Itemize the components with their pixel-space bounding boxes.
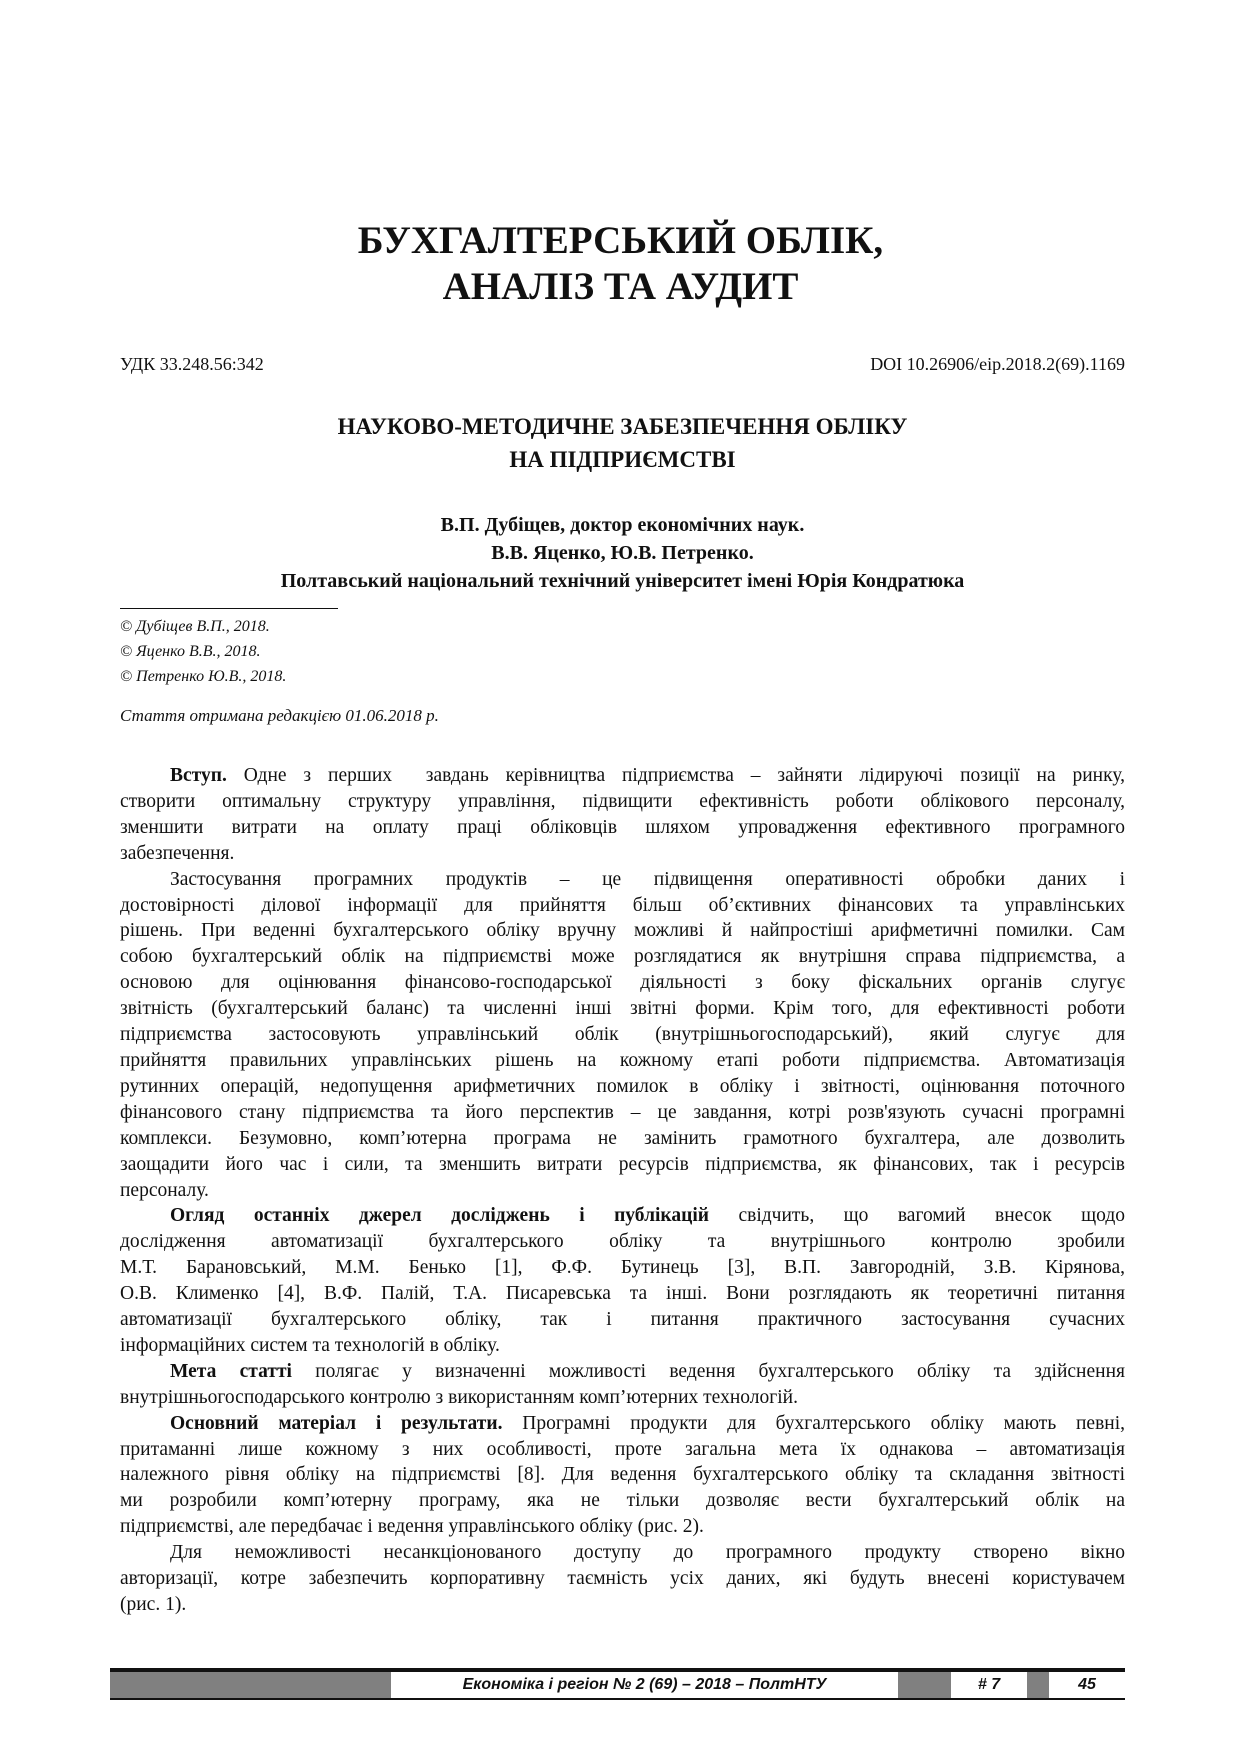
paragraph-line [120,1100,1125,1126]
article-body [120,763,1125,1618]
paragraph [120,763,1125,867]
line-text: забезпечення. [120,842,235,864]
paragraph [120,1411,1125,1541]
paragraph-line [120,1074,1125,1100]
paragraph-line [120,1514,1125,1540]
paragraph-line [120,1203,1125,1229]
footer-bar-segment [898,1672,951,1698]
paragraph-line [120,789,1125,815]
paragraph-lead: Основний матеріал і результати. [170,1412,503,1434]
paragraph-line [120,1411,1125,1437]
paragraph [120,1540,1125,1618]
authors-block [120,511,1125,595]
section-title-line: АНАЛІЗ ТА АУДИТ [442,265,799,308]
udk-code: УДК 33.248.56:342 [120,354,264,374]
line-text: належного рівня обліку на підприємстві [8]. Для ведення бухгалтерського обліку та складання звітності [120,1464,1125,1486]
copyright-notes [120,614,286,689]
paragraph-line [120,1048,1125,1074]
paragraph-line [120,970,1125,996]
line-text: заощадити його час і сили, та зменшить витрати ресурсів підприємства, як фінансових, так і ресурсів [120,1153,1125,1175]
paragraph-line [120,1178,1125,1204]
paragraph-lead: Огляд останніх джерел досліджень і публікацій [170,1205,710,1227]
paragraph-lead: Вступ. [170,765,227,786]
article-title-line: НА ПІДПРИЄМСТВІ [509,447,736,472]
line-text: свідчить, що вагомий внесок щодо [709,1205,1126,1227]
footer-bar-segment [1027,1672,1049,1698]
line-text: звітність (бухгалтерський баланс) та численні інші звітні форми. Крім того, для ефективності роботи [120,998,1125,1020]
line-text: авторизації, котре забезпечить корпоративну таємність усіх даних, які будуть внесені користувачем [120,1568,1125,1590]
author-line: В.П. Дубіщев, доктор економічних наук. [440,514,805,536]
paragraph-line [120,1255,1125,1281]
page-footer [110,1668,1125,1700]
line-text: підприємства застосовують управлінський облік (внутрішньогосподарський), який слугує для [120,1024,1125,1046]
paragraph-line [120,918,1125,944]
paragraph-line [120,1359,1125,1385]
paragraph [120,1203,1125,1358]
line-text: М.Т. Барановський, М.М. Бенько [1], Ф.Ф. Бутинець [3], В.П. Завгородній, З.В. Кірянова, [120,1257,1125,1279]
footer-bar-segment [110,1672,391,1698]
paragraph-line [120,1488,1125,1514]
line-text: внутрішньогосподарського контролю з використанням комп’ютерних технологій. [120,1386,798,1408]
section-title [0,218,1241,310]
line-text: Програмні продукти для бухгалтерського обліку мають певні, [502,1412,1126,1434]
paragraph-line [120,1437,1125,1463]
section-title-line: БУХГАЛТЕРСЬКИЙ ОБЛІК, [357,219,884,262]
paragraph-line [120,1126,1125,1152]
paragraph-line [120,815,1125,841]
line-text: полягає у визначенні можливості ведення бухгалтерського обліку та здійснення [291,1360,1125,1382]
paragraph-line [120,1022,1125,1048]
paragraph-line [120,893,1125,919]
line-text: прийняття правильних управлінських рішень на кожному етапі роботи підприємства. Автоматизація [120,1049,1125,1071]
paragraph-line [120,1152,1125,1178]
issue-number: # 7 [951,1672,1027,1698]
line-text: (рис. 1). [120,1594,187,1615]
line-text: притаманні лише кожному з них особливості, проте загальна мета їх однакова – автоматизація [120,1438,1125,1460]
line-text: рішень. При веденні бухгалтерського обліку вручну можливі й найпростіші арифметичні помилки. Сам [120,920,1125,942]
line-text: рутинних операцій, недопущення арифметичних помилок в обліку і звітності, оцінювання поточного [120,1075,1125,1097]
paragraph-line [120,1281,1125,1307]
line-text: зменшити витрати на оплату праці обліковців шляхом упровадження ефективного програмного [120,816,1125,838]
footnote-divider [120,608,338,609]
paragraph-line [120,996,1125,1022]
line-text: персоналу. [120,1179,209,1201]
line-text: автоматизації бухгалтерського обліку, так і питання практичного застосування сучасних [120,1309,1125,1331]
paragraph-line [120,1385,1125,1411]
paragraph-line [120,763,1125,789]
line-text: створити оптимальну структуру управління, підвищити ефективність роботи облікового персоналу, [120,790,1125,812]
line-text: підприємстві, але передбачає і ведення управлінського обліку (рис. 2). [120,1516,704,1538]
received-date: Стаття отримана редакцією 01.06.2018 р. [120,706,439,725]
line-text: достовірності ділової інформації для прийняття більш об’єктивних фінансових та управлінських [120,894,1125,916]
line-text: дослідження автоматизації бухгалтерського обліку та внутрішнього контролю зробили [120,1231,1125,1253]
paragraph-line [120,867,1125,893]
line-text: основою для оцінювання фінансово-господарської діяльності з боку фіскальних органів слугує [120,972,1125,994]
paragraph [120,867,1125,1204]
line-text: собою бухгалтерський облік на підприємстві може розглядатися як внутрішня справа підприємства, а [120,946,1125,968]
affiliation: Полтавський національний технічний університет імені Юрія Кондратюка [280,570,965,592]
line-text: ми розробили комп’ютерну програму, яка не тільки дозволяє вести бухгалтерський облік на [120,1490,1125,1512]
paragraph-line [120,1462,1125,1488]
article-title-line: НАУКОВО-МЕТОДИЧНЕ ЗАБЕЗПЕЧЕННЯ ОБЛІКУ [337,414,908,439]
paragraph-line [120,1307,1125,1333]
line-text: О.В. Клименко [4], В.Ф. Палій, Т.А. Писаревська та інші. Вони розглядають як теоретичні питання [120,1283,1125,1305]
page-number: 45 [1049,1672,1125,1698]
paragraph-line [120,944,1125,970]
line-text: Застосування програмних продуктів – це підвищення оперативності обробки даних і [170,868,1125,890]
paragraph-line [120,1566,1125,1592]
journal-name: Економіка і регіон № 2 (69) – 2018 – ПолтНТУ [391,1672,898,1698]
paragraph-lead: Мета статті [170,1360,292,1382]
line-text: Для неможливості несанкціонованого доступу до програмного продукту створено вікно [170,1542,1125,1564]
copyright-line: © Дубіщев В.П., 2018. [120,618,270,635]
paragraph-line [120,841,1125,867]
line-text: Одне з перших завдань керівництва підприємства – зайняти лідируючі позиції на ринку, [226,765,1125,786]
paragraph-line [120,1592,1125,1618]
line-text: інформаційних систем та технологій в обліку. [120,1334,500,1356]
line-text: фінансового стану підприємства та його перспектив – це завдання, котрі розв'язують сучасні програмні [120,1101,1125,1123]
paragraph-line [120,1540,1125,1566]
copyright-line: © Петренко Ю.В., 2018. [120,668,287,685]
copyright-line: © Яценко В.В., 2018. [120,643,261,660]
paragraph-line [120,1333,1125,1359]
paragraph [120,1359,1125,1411]
article-title [120,410,1125,476]
doi: DOI 10.26906/eip.2018.2(69).1169 [870,354,1125,374]
paragraph-line [120,1229,1125,1255]
author-line: В.В. Яценко, Ю.В. Петренко. [491,542,754,564]
line-text: комплекси. Безумовно, комп’ютерна програма не замінить грамотного бухгалтера, але дозволить [120,1127,1125,1149]
